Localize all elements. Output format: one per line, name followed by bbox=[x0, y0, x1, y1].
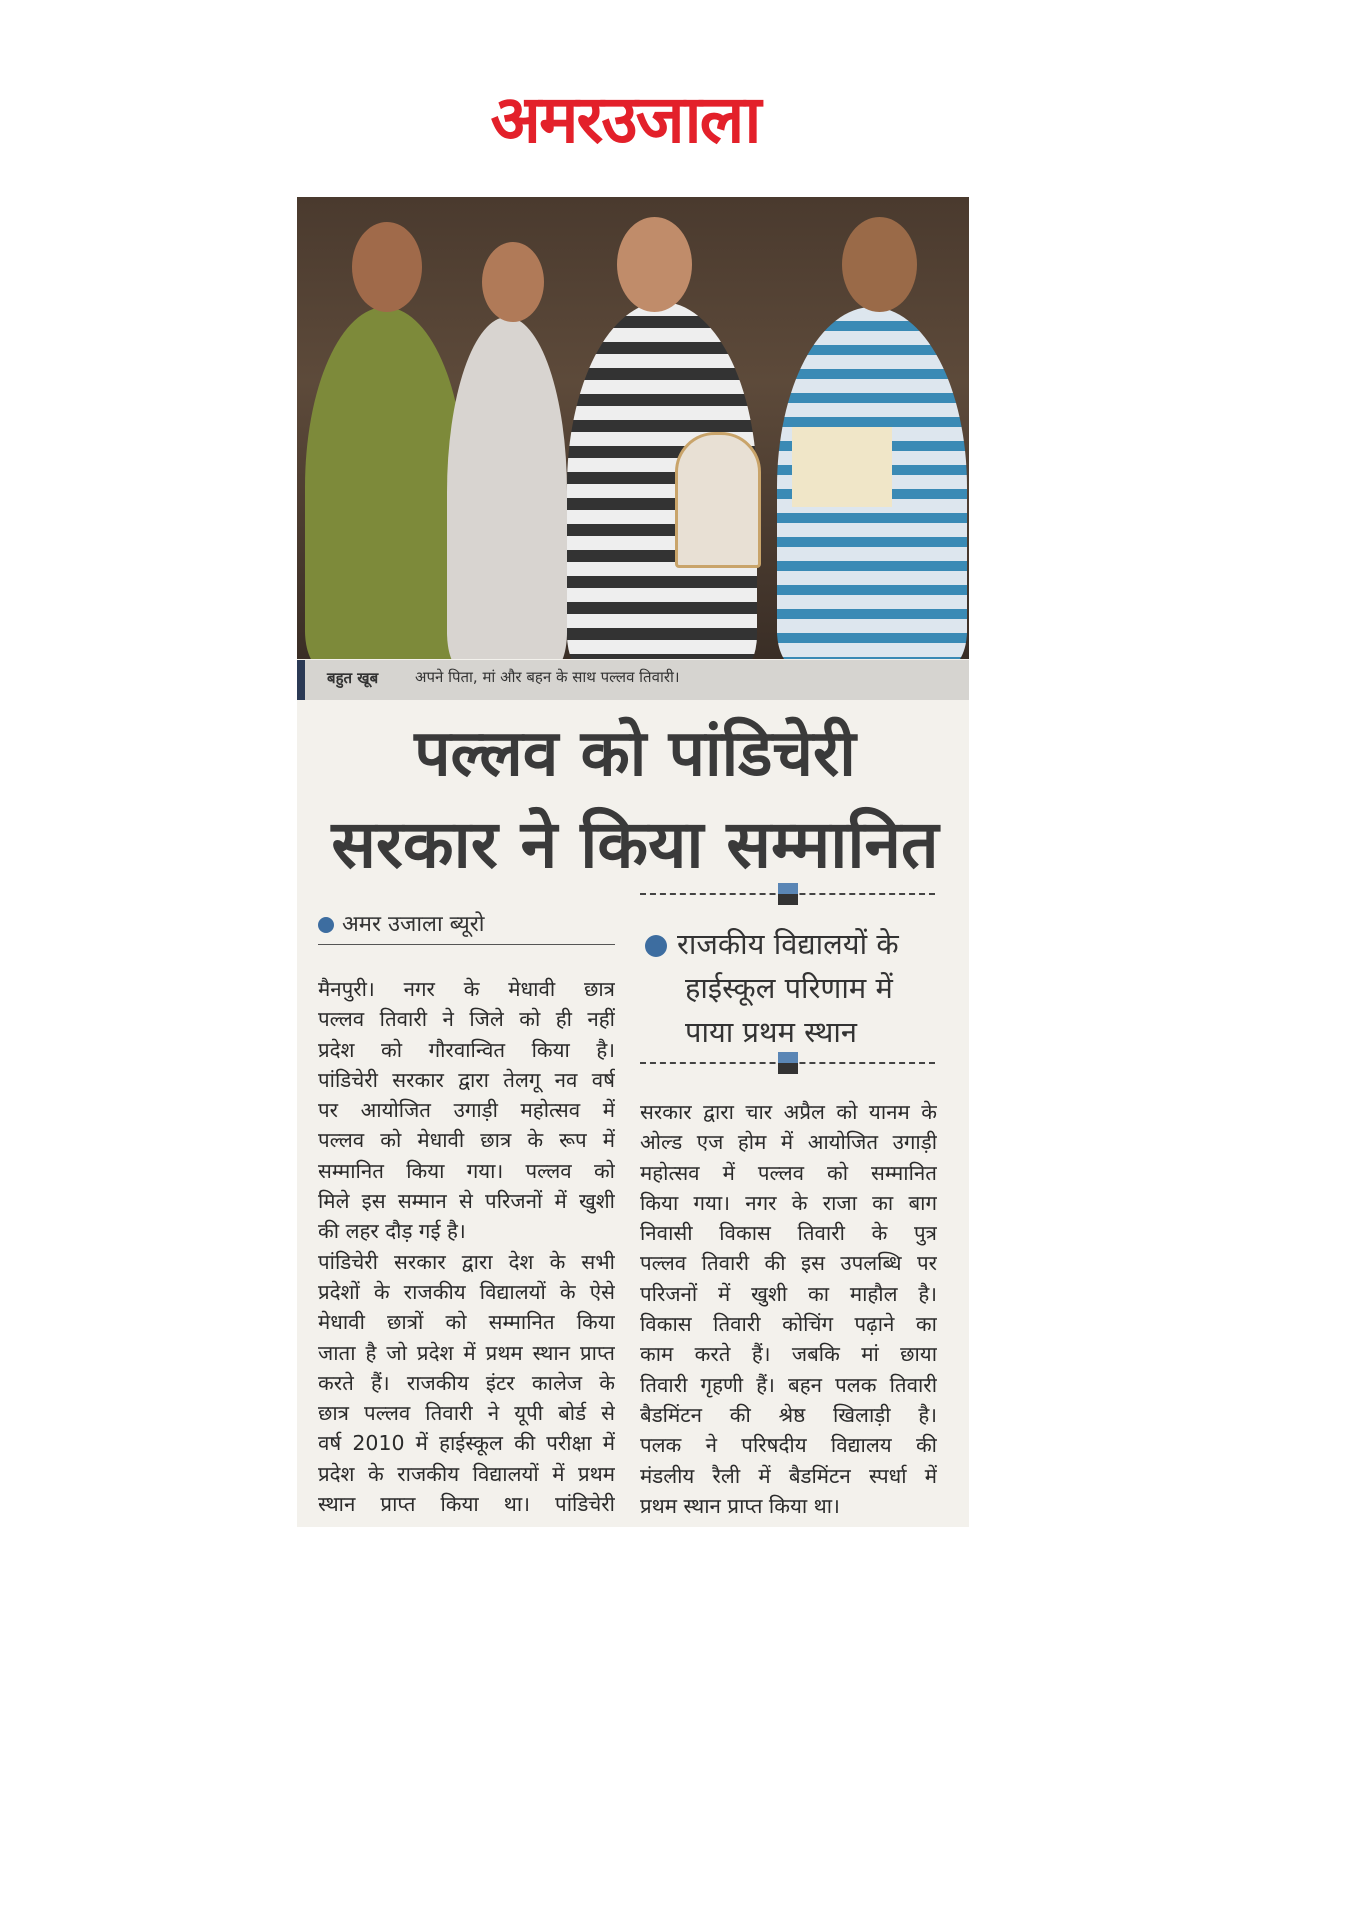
text-line: विकास तिवारी कोचिंग पढ़ाने का bbox=[640, 1312, 937, 1337]
text-line: काम करते हैं। जबकि मां छाया bbox=[640, 1342, 937, 1367]
text-line: सरकार द्वारा चार अप्रैल को यानम के bbox=[640, 1100, 937, 1124]
caption-marker bbox=[297, 660, 305, 700]
text-line: पर आयोजित उगाड़ी महोत्सव में bbox=[318, 1098, 615, 1123]
text-line: बैडमिंटन की श्रेष्ठ खिलाड़ी है। bbox=[640, 1402, 937, 1427]
text-line: वर्ष 2010 में हाईस्कूल की परीक्षा में bbox=[318, 1431, 615, 1456]
byline-text: अमर उजाला ब्यूरो bbox=[342, 912, 485, 937]
photo-caption: अपने पिता, मां और बहन के साथ पल्लव तिवारी। bbox=[415, 668, 680, 686]
text-line: किया गया। नगर के राजा का बाग bbox=[640, 1190, 937, 1215]
text-line: महोत्सव में पल्लव को सम्मानित bbox=[640, 1160, 937, 1185]
text-line: जाता है जो प्रदेश में प्रथम स्थान प्राप्त bbox=[318, 1340, 615, 1365]
text-line: पल्लव को मेधावी छात्र के रूप में bbox=[318, 1128, 615, 1153]
text-line: की लहर दौड़ गई है। bbox=[318, 1219, 466, 1244]
text-line: प्रदेश के राजकीय विद्यालयों में प्रथम bbox=[318, 1461, 615, 1486]
article-column-left bbox=[318, 974, 615, 1519]
text-line: पलक ने परिषदीय विद्यालय की bbox=[640, 1433, 937, 1458]
family-photo bbox=[297, 197, 969, 659]
masthead-logo: अमरउजाला bbox=[490, 81, 760, 158]
divider-top bbox=[640, 893, 935, 895]
headline-line-1: पल्लव को पांडिचेरी bbox=[414, 717, 856, 791]
text-line: निवासी विकास तिवारी के पुत्र bbox=[640, 1221, 937, 1246]
text-line: छात्र पल्लव तिवारी ने यूपी बोर्ड से bbox=[318, 1401, 615, 1426]
caption-label: बहुत खूब bbox=[327, 669, 379, 687]
text-line: स्थान प्राप्त किया था। पांडिचेरी bbox=[318, 1492, 615, 1517]
article-column-right bbox=[640, 1097, 937, 1521]
subheadline-line: हाईस्कूल परिणाम में bbox=[685, 971, 893, 1005]
divider-bottom bbox=[640, 1062, 935, 1064]
byline bbox=[318, 908, 615, 945]
text-line: मेधावी छात्रों को सम्मानित किया bbox=[318, 1310, 615, 1335]
bullet-icon bbox=[645, 935, 667, 957]
headline-line-2: सरकार ने किया सम्मानित bbox=[331, 806, 939, 883]
subheadline-line: राजकीय विद्यालयों के bbox=[677, 927, 899, 961]
text-line: तिवारी गृहणी हैं। बहन पलक तिवारी bbox=[640, 1372, 937, 1397]
text-line: करते हैं। राजकीय इंटर कालेज के bbox=[318, 1370, 615, 1395]
text-line: परिजनों में खुशी का माहौल है। bbox=[640, 1281, 937, 1306]
text-line: मंडलीय रैली में बैडमिंटन स्पर्धा में bbox=[640, 1463, 937, 1488]
text-line: पांडिचेरी सरकार द्वारा तेलगू नव वर्ष bbox=[318, 1067, 615, 1092]
bullet-icon bbox=[318, 917, 334, 933]
subheadline bbox=[645, 922, 940, 1054]
text-line: सम्मानित किया गया। पल्लव को bbox=[318, 1158, 615, 1183]
text-line: प्रदेश को गौरवान्वित किया है। bbox=[318, 1037, 615, 1062]
photo-caption-bar bbox=[297, 660, 969, 700]
text-line: ओल्ड एज होम में आयोजित उगाड़ी bbox=[640, 1130, 937, 1155]
text-line: पल्लव तिवारी की इस उपलब्धि पर bbox=[640, 1251, 937, 1276]
text-line: प्रदेशों के राजकीय विद्यालयों के ऐसे bbox=[318, 1279, 615, 1304]
text-line: प्रथम स्थान प्राप्त किया था। bbox=[640, 1493, 840, 1518]
text-line: पांडिचेरी सरकार द्वारा देश के सभी bbox=[318, 1249, 615, 1274]
text-line: मिले इस सम्मान से परिजनों में खुशी bbox=[318, 1189, 615, 1214]
text-line: मैनपुरी। नगर के मेधावी छात्र bbox=[318, 977, 615, 1001]
subheadline-line: पाया प्रथम स्थान bbox=[685, 1015, 857, 1049]
text-line: पल्लव तिवारी ने जिले को ही नहीं bbox=[318, 1007, 615, 1032]
